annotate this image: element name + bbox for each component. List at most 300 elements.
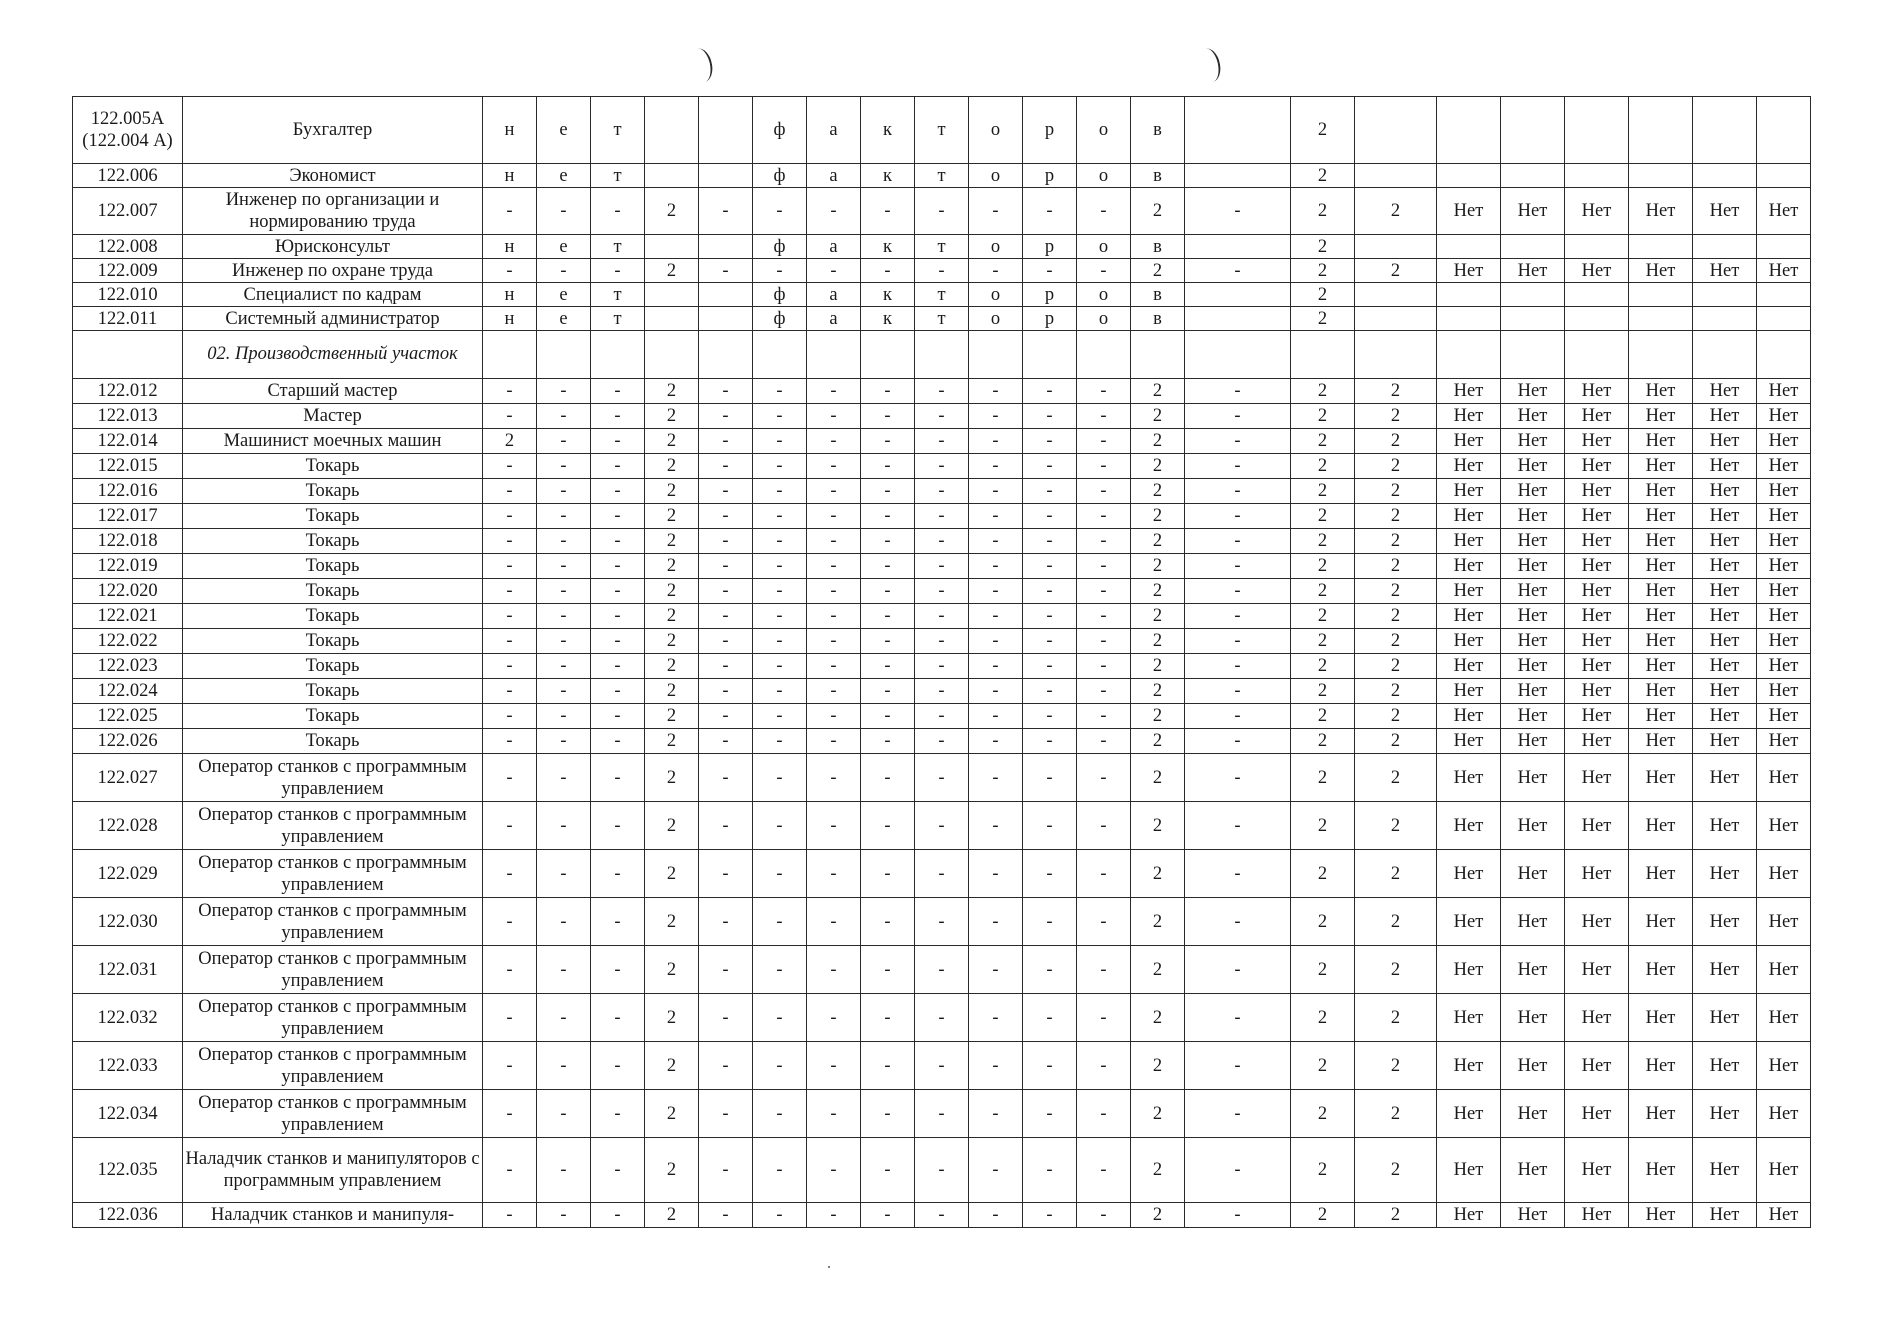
- factor-cell: Нет: [1437, 654, 1501, 679]
- factor-cell: 2: [645, 1090, 699, 1138]
- factor-cell: -: [537, 1203, 591, 1228]
- factor-cell: [1757, 97, 1811, 164]
- row-code: 122.021: [73, 604, 183, 629]
- factor-cell: н: [483, 235, 537, 259]
- factor-cell: Нет: [1757, 729, 1811, 754]
- factor-cell: -: [969, 604, 1023, 629]
- factor-cell: 2: [1291, 679, 1355, 704]
- factor-cell: -: [483, 898, 537, 946]
- scan-speck: [828, 1266, 830, 1268]
- row-position-name: Инженер по организации и нормированию труда: [183, 188, 483, 235]
- factor-cell: -: [483, 1042, 537, 1090]
- factor-cell: Нет: [1757, 1042, 1811, 1090]
- factor-cell: -: [969, 529, 1023, 554]
- factor-cell: -: [1077, 529, 1131, 554]
- factor-cell: 2: [1355, 898, 1437, 946]
- table-row: [73, 679, 1811, 704]
- factor-cell: -: [591, 479, 645, 504]
- factor-cell: -: [1023, 729, 1077, 754]
- factor-cell: в: [1131, 235, 1185, 259]
- factor-cell: -: [915, 504, 969, 529]
- factor-cell: -: [969, 454, 1023, 479]
- factor-cell: -: [537, 188, 591, 235]
- factor-cell: -: [861, 679, 915, 704]
- factor-cell: Нет: [1437, 504, 1501, 529]
- factor-cell: -: [483, 1203, 537, 1228]
- row-code: 122.025: [73, 704, 183, 729]
- factor-cell: -: [807, 679, 861, 704]
- table-row: [73, 554, 1811, 579]
- factor-cell: -: [537, 454, 591, 479]
- factor-cell: -: [591, 946, 645, 994]
- factor-cell: -: [1185, 704, 1291, 729]
- factor-cell: [537, 331, 591, 379]
- factor-cell: [699, 331, 753, 379]
- factor-cell: 2: [1291, 704, 1355, 729]
- factor-cell: т: [591, 164, 645, 188]
- factor-cell: Нет: [1693, 529, 1757, 554]
- factor-cell: Нет: [1757, 704, 1811, 729]
- factor-cell: -: [1023, 654, 1077, 679]
- factor-cell: -: [591, 654, 645, 679]
- factor-cell: -: [537, 579, 591, 604]
- binder-hole-mark-right: [1199, 47, 1224, 84]
- factor-cell: [753, 331, 807, 379]
- factor-cell: 2: [1131, 404, 1185, 429]
- factor-cell: Нет: [1565, 504, 1629, 529]
- factor-cell: Нет: [1565, 529, 1629, 554]
- factor-cell: 2: [1131, 529, 1185, 554]
- table-row: [73, 479, 1811, 504]
- factor-cell: 2: [1355, 679, 1437, 704]
- row-position-name: Токарь: [183, 554, 483, 579]
- factor-cell: -: [969, 554, 1023, 579]
- factor-cell: -: [483, 579, 537, 604]
- factor-cell: -: [699, 994, 753, 1042]
- factor-cell: -: [861, 654, 915, 679]
- factor-cell: -: [537, 529, 591, 554]
- factor-cell: 2: [1291, 579, 1355, 604]
- row-code: 122.026: [73, 729, 183, 754]
- factor-cell: 2: [645, 479, 699, 504]
- factor-cell: -: [861, 850, 915, 898]
- factor-cell: -: [969, 259, 1023, 283]
- factor-cell: -: [753, 529, 807, 554]
- factor-cell: Нет: [1437, 946, 1501, 994]
- factor-cell: -: [969, 429, 1023, 454]
- factor-cell: Нет: [1757, 379, 1811, 404]
- factor-cell: р: [1023, 283, 1077, 307]
- factor-cell: -: [699, 404, 753, 429]
- row-code: 122.011: [73, 307, 183, 331]
- factor-cell: Нет: [1693, 898, 1757, 946]
- table-row: [73, 654, 1811, 679]
- factor-cell: 2: [1355, 654, 1437, 679]
- factor-cell: Нет: [1693, 429, 1757, 454]
- factor-cell: в: [1131, 283, 1185, 307]
- factor-cell: Нет: [1501, 1042, 1565, 1090]
- factor-cell: -: [753, 994, 807, 1042]
- factor-cell: Нет: [1693, 379, 1757, 404]
- factor-cell: [1437, 164, 1501, 188]
- factor-cell: 2: [1291, 754, 1355, 802]
- row-code: 122.028: [73, 802, 183, 850]
- row-position-name: Мастер: [183, 404, 483, 429]
- factor-cell: 2: [1291, 404, 1355, 429]
- factor-cell: н: [483, 97, 537, 164]
- table-row: [73, 1203, 1811, 1228]
- factor-cell: -: [1077, 1138, 1131, 1203]
- factor-cell: 2: [645, 679, 699, 704]
- factor-cell: -: [753, 754, 807, 802]
- factor-cell: -: [699, 1203, 753, 1228]
- factor-cell: -: [1077, 1042, 1131, 1090]
- factor-cell: Нет: [1565, 188, 1629, 235]
- table-row: [73, 379, 1811, 404]
- factor-cell: Нет: [1437, 579, 1501, 604]
- factor-cell: 2: [1131, 679, 1185, 704]
- factor-cell: 2: [1355, 604, 1437, 629]
- factor-cell: т: [915, 283, 969, 307]
- factor-cell: -: [807, 1042, 861, 1090]
- factor-cell: -: [915, 579, 969, 604]
- factor-cell: -: [807, 704, 861, 729]
- factor-cell: 2: [1291, 654, 1355, 679]
- factor-cell: Нет: [1693, 802, 1757, 850]
- factor-cell: Нет: [1437, 802, 1501, 850]
- factor-cell: -: [915, 629, 969, 654]
- factor-cell: н: [483, 283, 537, 307]
- factor-cell: Нет: [1757, 898, 1811, 946]
- factor-cell: Нет: [1693, 554, 1757, 579]
- row-code: 122.020: [73, 579, 183, 604]
- table-row: [73, 259, 1811, 283]
- factor-cell: 2: [1291, 850, 1355, 898]
- factor-cell: -: [483, 404, 537, 429]
- factor-cell: Нет: [1501, 754, 1565, 802]
- table-row: [73, 946, 1811, 994]
- factor-cell: 2: [1131, 1042, 1185, 1090]
- factor-cell: -: [1077, 850, 1131, 898]
- factor-cell: -: [537, 994, 591, 1042]
- factor-cell: -: [1185, 1138, 1291, 1203]
- factor-cell: Нет: [1693, 579, 1757, 604]
- factor-cell: 2: [645, 379, 699, 404]
- factor-cell: Нет: [1501, 504, 1565, 529]
- factor-cell: -: [537, 554, 591, 579]
- factor-cell: -: [591, 579, 645, 604]
- factor-cell: Нет: [1501, 850, 1565, 898]
- factor-cell: [1023, 331, 1077, 379]
- factor-cell: 2: [1131, 454, 1185, 479]
- factor-cell: 2: [1131, 188, 1185, 235]
- factor-cell: -: [969, 1042, 1023, 1090]
- table-row: [73, 850, 1811, 898]
- factor-cell: 2: [1291, 1090, 1355, 1138]
- row-code: 122.010: [73, 283, 183, 307]
- factor-cell: 2: [645, 654, 699, 679]
- factor-cell: -: [1185, 654, 1291, 679]
- factor-cell: -: [861, 704, 915, 729]
- factor-cell: -: [1185, 529, 1291, 554]
- factor-cell: -: [537, 259, 591, 283]
- factor-cell: Нет: [1501, 679, 1565, 704]
- factor-cell: Нет: [1757, 1138, 1811, 1203]
- factor-cell: Нет: [1693, 1042, 1757, 1090]
- factor-cell: -: [807, 754, 861, 802]
- factor-cell: н: [483, 164, 537, 188]
- factor-cell: 2: [1291, 259, 1355, 283]
- factor-cell: Нет: [1501, 704, 1565, 729]
- factor-cell: Нет: [1501, 379, 1565, 404]
- factor-cell: -: [1185, 946, 1291, 994]
- table-row: [73, 188, 1811, 235]
- factor-cell: 2: [1131, 898, 1185, 946]
- factor-cell: [699, 235, 753, 259]
- factor-cell: в: [1131, 164, 1185, 188]
- factor-cell: -: [591, 188, 645, 235]
- row-code: 122.022: [73, 629, 183, 654]
- factor-cell: -: [861, 504, 915, 529]
- factor-cell: -: [969, 479, 1023, 504]
- factor-cell: 2: [645, 259, 699, 283]
- row-position-name: Оператор станков с программным управлением: [183, 898, 483, 946]
- factor-cell: -: [1077, 379, 1131, 404]
- factor-cell: -: [753, 379, 807, 404]
- factor-cell: Нет: [1693, 654, 1757, 679]
- factor-cell: 2: [645, 579, 699, 604]
- factor-cell: 2: [1291, 479, 1355, 504]
- factor-cell: 2: [645, 529, 699, 554]
- factor-cell: 2: [645, 1042, 699, 1090]
- factor-cell: Нет: [1693, 604, 1757, 629]
- factor-cell: -: [1185, 629, 1291, 654]
- factor-cell: Нет: [1501, 404, 1565, 429]
- factor-cell: [1565, 164, 1629, 188]
- factor-cell: -: [1185, 504, 1291, 529]
- factor-cell: -: [1077, 604, 1131, 629]
- factor-cell: -: [915, 994, 969, 1042]
- factor-cell: -: [1023, 850, 1077, 898]
- factor-cell: Нет: [1629, 802, 1693, 850]
- factor-cell: -: [591, 629, 645, 654]
- factor-cell: -: [915, 1042, 969, 1090]
- factor-cell: Нет: [1629, 504, 1693, 529]
- table-row: [73, 283, 1811, 307]
- factor-cell: Нет: [1629, 754, 1693, 802]
- factor-cell: е: [537, 235, 591, 259]
- factor-cell: Нет: [1565, 604, 1629, 629]
- factor-cell: [1185, 283, 1291, 307]
- factor-cell: Нет: [1437, 1090, 1501, 1138]
- factor-cell: о: [1077, 307, 1131, 331]
- factor-cell: -: [807, 654, 861, 679]
- factor-cell: -: [1023, 479, 1077, 504]
- factor-cell: -: [1185, 898, 1291, 946]
- factor-cell: -: [753, 729, 807, 754]
- factor-cell: [1629, 307, 1693, 331]
- factor-cell: 2: [1355, 479, 1437, 504]
- table-row: [73, 994, 1811, 1042]
- factor-cell: -: [807, 188, 861, 235]
- factor-cell: -: [969, 946, 1023, 994]
- factor-cell: ф: [753, 283, 807, 307]
- factor-cell: [1185, 97, 1291, 164]
- factor-cell: -: [807, 379, 861, 404]
- factor-cell: -: [1023, 1090, 1077, 1138]
- table-row: [73, 529, 1811, 554]
- factor-cell: -: [807, 802, 861, 850]
- factor-cell: -: [807, 554, 861, 579]
- factor-cell: -: [1023, 946, 1077, 994]
- factor-cell: Нет: [1757, 454, 1811, 479]
- factor-cell: -: [537, 754, 591, 802]
- factor-cell: -: [537, 1138, 591, 1203]
- factor-cell: -: [753, 188, 807, 235]
- factor-cell: -: [1023, 429, 1077, 454]
- factor-cell: о: [969, 235, 1023, 259]
- factor-cell: Нет: [1501, 429, 1565, 454]
- factor-cell: 2: [1355, 754, 1437, 802]
- factor-cell: Нет: [1501, 802, 1565, 850]
- factor-cell: 2: [1291, 802, 1355, 850]
- factor-cell: Нет: [1629, 429, 1693, 454]
- factor-cell: [645, 97, 699, 164]
- factor-cell: -: [483, 754, 537, 802]
- factor-cell: -: [861, 259, 915, 283]
- factor-cell: -: [1185, 429, 1291, 454]
- factor-cell: Нет: [1629, 554, 1693, 579]
- row-code: 122.023: [73, 654, 183, 679]
- factor-cell: -: [969, 379, 1023, 404]
- factor-cell: -: [753, 1203, 807, 1228]
- factor-cell: о: [1077, 164, 1131, 188]
- table-row: [73, 404, 1811, 429]
- factor-cell: 2: [645, 704, 699, 729]
- factor-cell: [1629, 283, 1693, 307]
- factor-cell: -: [1185, 379, 1291, 404]
- factor-cell: -: [1023, 704, 1077, 729]
- factor-cell: -: [915, 1138, 969, 1203]
- factor-cell: Нет: [1757, 429, 1811, 454]
- factor-cell: Нет: [1629, 654, 1693, 679]
- factor-cell: Нет: [1437, 259, 1501, 283]
- factor-cell: [1501, 164, 1565, 188]
- factor-cell: -: [1023, 629, 1077, 654]
- factor-cell: -: [753, 850, 807, 898]
- factor-cell: -: [591, 994, 645, 1042]
- factor-cell: -: [915, 946, 969, 994]
- factor-cell: 2: [1291, 1138, 1355, 1203]
- factor-cell: -: [915, 454, 969, 479]
- factor-cell: Нет: [1437, 729, 1501, 754]
- factor-cell: -: [483, 379, 537, 404]
- factor-cell: ф: [753, 97, 807, 164]
- factor-cell: Нет: [1757, 850, 1811, 898]
- factor-cell: Нет: [1565, 898, 1629, 946]
- factor-cell: -: [861, 379, 915, 404]
- factor-cell: Нет: [1757, 554, 1811, 579]
- row-code: 122.036: [73, 1203, 183, 1228]
- factor-cell: -: [969, 1203, 1023, 1228]
- factor-cell: -: [861, 1090, 915, 1138]
- factor-cell: Нет: [1693, 479, 1757, 504]
- row-position-name: Экономист: [183, 164, 483, 188]
- factor-cell: -: [915, 529, 969, 554]
- factor-cell: -: [1023, 1138, 1077, 1203]
- factor-cell: -: [753, 504, 807, 529]
- factor-cell: -: [483, 604, 537, 629]
- factor-cell: -: [915, 754, 969, 802]
- factor-cell: 2: [1291, 554, 1355, 579]
- factor-cell: 2: [1291, 994, 1355, 1042]
- factor-cell: -: [1023, 379, 1077, 404]
- factor-cell: Нет: [1565, 994, 1629, 1042]
- factor-cell: [1185, 235, 1291, 259]
- factor-cell: -: [861, 1203, 915, 1228]
- factor-cell: р: [1023, 235, 1077, 259]
- factor-cell: -: [1077, 629, 1131, 654]
- factor-cell: Нет: [1629, 479, 1693, 504]
- factor-cell: ф: [753, 307, 807, 331]
- factor-cell: -: [1077, 754, 1131, 802]
- factor-cell: 2: [645, 629, 699, 654]
- factor-cell: 2: [1291, 97, 1355, 164]
- factor-cell: -: [807, 259, 861, 283]
- factor-cell: [1757, 235, 1811, 259]
- factor-cell: Нет: [1437, 850, 1501, 898]
- factor-cell: -: [699, 554, 753, 579]
- factor-cell: -: [969, 1090, 1023, 1138]
- factor-cell: -: [753, 404, 807, 429]
- factor-cell: [1185, 164, 1291, 188]
- factor-cell: -: [753, 704, 807, 729]
- factor-cell: -: [1023, 1042, 1077, 1090]
- factor-cell: Нет: [1565, 404, 1629, 429]
- factor-cell: Нет: [1757, 654, 1811, 679]
- factor-cell: -: [1185, 850, 1291, 898]
- factor-cell: [1437, 97, 1501, 164]
- factor-cell: 2: [1131, 946, 1185, 994]
- factor-cell: -: [753, 579, 807, 604]
- factor-cell: -: [753, 454, 807, 479]
- factor-cell: -: [915, 379, 969, 404]
- factor-cell: Нет: [1629, 729, 1693, 754]
- factor-cell: -: [699, 898, 753, 946]
- table-row: [73, 454, 1811, 479]
- factor-cell: -: [807, 529, 861, 554]
- factor-cell: е: [537, 307, 591, 331]
- table-row: [73, 604, 1811, 629]
- factor-cell: Нет: [1757, 404, 1811, 429]
- factor-cell: -: [807, 850, 861, 898]
- factor-cell: -: [699, 850, 753, 898]
- factor-cell: [699, 97, 753, 164]
- factor-cell: в: [1131, 97, 1185, 164]
- factor-cell: 2: [645, 850, 699, 898]
- factor-cell: [645, 307, 699, 331]
- factor-cell: 2: [1291, 1203, 1355, 1228]
- factor-cell: Нет: [1629, 379, 1693, 404]
- table-row: [73, 1042, 1811, 1090]
- factor-cell: Нет: [1437, 754, 1501, 802]
- factor-cell: [645, 164, 699, 188]
- factor-cell: 2: [1131, 802, 1185, 850]
- factor-cell: -: [861, 629, 915, 654]
- factor-cell: -: [699, 754, 753, 802]
- factor-cell: -: [969, 729, 1023, 754]
- table-row: [73, 307, 1811, 331]
